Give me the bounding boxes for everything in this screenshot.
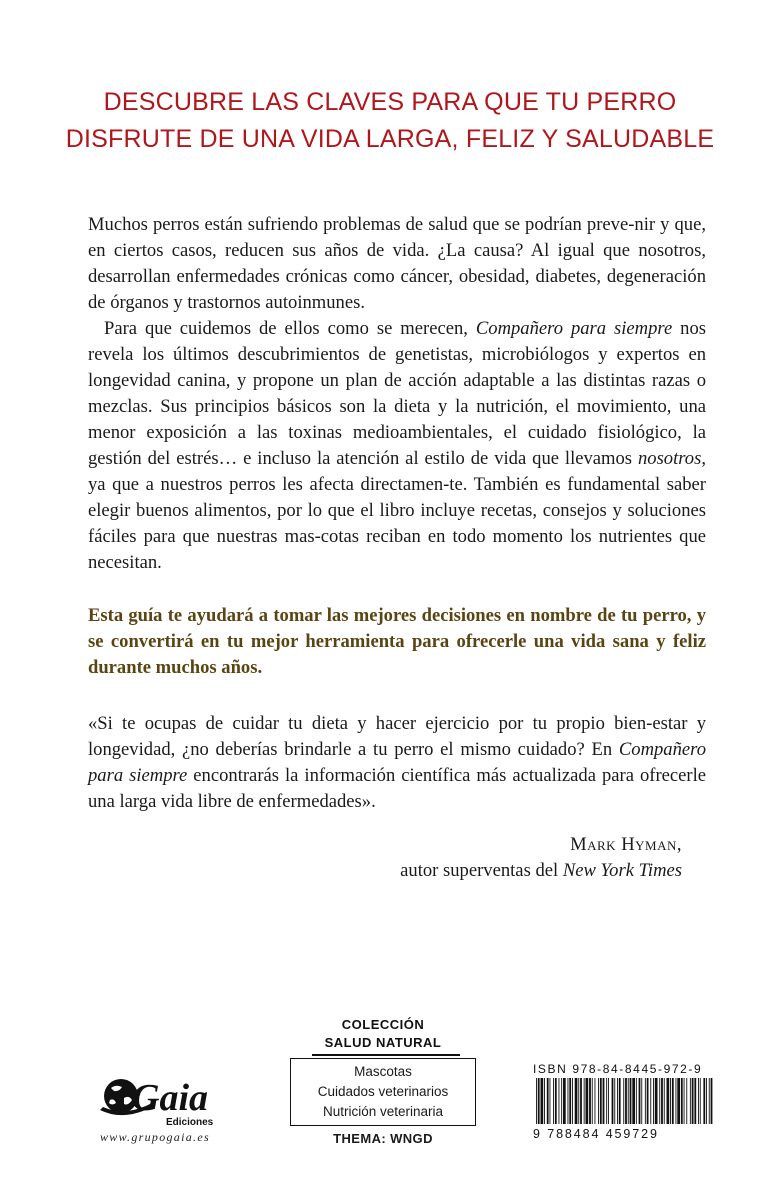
- barcode-bar: [639, 1078, 641, 1124]
- collection-heading: [290, 1016, 476, 1052]
- barcode-bar: [628, 1078, 629, 1124]
- barcode-bar: [572, 1078, 573, 1124]
- barcode-bar: [553, 1078, 554, 1124]
- collection-name: SALUD NATURAL: [324, 1035, 442, 1050]
- collection-divider: [312, 1054, 460, 1056]
- isbn-label: ISBN 978-84-8445-972-9: [533, 1062, 703, 1076]
- barcode-bar: [614, 1078, 615, 1124]
- headline-line-2: DISFRUTE DE UNA VIDA LARGA, FELIZ Y SALUDABLE: [65, 125, 715, 153]
- body-paragraph-1: Muchos perros están sufriendo problemas de salud que se podrían preve-nir y que, en ciertos casos, reducen sus años de vida. ¿La causa? Al igual que nosotros, desarrollan enfermedades crónicas como cáncer, obesidad, diabetes, degeneración de órganos y trastornos autoinmunes.: [88, 214, 706, 313]
- category-item: Cuidados veterinarios: [317, 1084, 449, 1099]
- barcode-bar: [653, 1078, 654, 1124]
- barcode-bar: [561, 1078, 562, 1124]
- author-role-text: autor superventas del: [400, 860, 563, 881]
- logo-wordmark: Gaia: [132, 1077, 208, 1119]
- p2-text-c: , ya que a nuestros perros les afecta directamen-te. También es fundamental saber elegir buenos alimentos, por lo que el libro incluye recetas, consejos y soluciones fáciles para que nuestras mas-cotas reciban en todo momento los nutrientes que necesitan.: [88, 448, 706, 573]
- thema-code: THEMA: WNGD: [333, 1131, 433, 1146]
- barcode-bar: [563, 1078, 566, 1124]
- author-name: Mark Hyman,: [570, 834, 682, 855]
- category-item: Mascotas: [354, 1064, 412, 1079]
- barcode-bar: [568, 1078, 569, 1124]
- barcode-bar: [555, 1078, 557, 1124]
- barcode-bar: [706, 1078, 707, 1124]
- barcode-bar: [647, 1078, 649, 1124]
- barcode-bar: [670, 1078, 671, 1124]
- barcode-bar: [632, 1078, 635, 1124]
- barcode-bar: [606, 1078, 607, 1124]
- p2-text-a: Para que cuidemos de ellos como se merecen,: [104, 318, 476, 339]
- barcode-bar: [703, 1078, 705, 1124]
- barcode-bar: [595, 1078, 596, 1124]
- barcode-bar: [536, 1078, 537, 1124]
- barcode-bar: [630, 1078, 632, 1124]
- barcode-bar: [586, 1078, 589, 1124]
- barcode-bar: [645, 1078, 646, 1124]
- barcode-bar: [619, 1078, 621, 1124]
- barcode-bar: [625, 1078, 627, 1124]
- barcode-bar: [608, 1078, 609, 1124]
- gaia-ediciones-logo: [94, 1070, 244, 1130]
- quote-attribution: [400, 832, 682, 884]
- barcode-bar: [580, 1078, 582, 1124]
- barcode-bar: [538, 1078, 540, 1124]
- barcode-bar: [569, 1078, 571, 1124]
- barcode-bar: [686, 1078, 687, 1124]
- publisher-website: www.grupogaia.es: [100, 1130, 210, 1144]
- barcode-bar: [547, 1078, 549, 1124]
- barcode-bar: [664, 1078, 665, 1124]
- barcode-bar: [661, 1078, 663, 1124]
- barcode-bar: [623, 1078, 624, 1124]
- barcode-bar: [612, 1078, 614, 1124]
- barcode-bar: [676, 1078, 677, 1124]
- collection-label: COLECCIÓN: [341, 1017, 425, 1032]
- barcode-bar: [617, 1078, 618, 1124]
- barcode-bar: [709, 1078, 710, 1124]
- barcode-bar: [672, 1078, 674, 1124]
- barcode-bar: [690, 1078, 691, 1124]
- book-title: Compañero para siempre: [475, 318, 673, 339]
- logo-subtitle: Ediciones: [166, 1117, 214, 1128]
- barcode-bar: [692, 1078, 694, 1124]
- barcode-bar: [698, 1078, 699, 1124]
- barcode-bar: [677, 1078, 680, 1124]
- barcode-bar: [603, 1078, 605, 1124]
- emphasis-nosotros: nosotros: [637, 448, 702, 469]
- barcode-bar: [592, 1078, 593, 1124]
- barcode-bar: [681, 1078, 683, 1124]
- endorsement-quote: [88, 711, 706, 815]
- category-box: [290, 1058, 476, 1126]
- barcode-bar: [541, 1078, 544, 1124]
- barcode-bar: [659, 1078, 660, 1124]
- barcode-bar: [559, 1078, 560, 1124]
- highlight-paragraph: Esta guía te ayudará a tomar las mejores decisiones en nombre de tu perro, y se convertirá en tu mejor herramienta para ofrecerle una vida sana y feliz durante muchos años.: [88, 605, 706, 678]
- headline-line-1: DESCUBRE LAS CLAVES PARA QUE TU PERRO: [103, 88, 677, 116]
- barcode-bar: [667, 1078, 670, 1124]
- barcode-bar: [650, 1078, 651, 1124]
- barcode-bar: [550, 1078, 551, 1124]
- barcode-bar: [711, 1078, 713, 1124]
- barcode-bar: [684, 1078, 685, 1124]
- quote-text-b: encontrarás la información científica más actualizada para ofrecerle una larga vida libre de enfermedades».: [88, 765, 707, 812]
- barcode-bar: [600, 1078, 602, 1124]
- quote-book-title: Compañero para siempre: [88, 739, 706, 786]
- back-cover-headline: [0, 84, 780, 158]
- barcode-bar: [636, 1078, 637, 1124]
- publication-name: New York Times: [562, 860, 682, 881]
- body-paragraph-2: [88, 316, 706, 576]
- barcode-bar: [700, 1078, 701, 1124]
- barcode-digits: 9 788484 459729: [533, 1127, 659, 1141]
- author-role: [400, 858, 682, 884]
- barcode-bar: [598, 1078, 599, 1124]
- category-item: Nutrición veterinaria: [322, 1104, 444, 1119]
- barcode-bar: [589, 1078, 591, 1124]
- quote-text-a: «Si te ocupas de cuidar tu dieta y hacer ejercicio por tu propio bien-estar y longevidad, ¿no deberías brindarle a tu perro el mismo cuidado? En: [88, 713, 706, 760]
- barcode: [534, 1078, 714, 1124]
- p2-text-b: nos revela los últimos descubrimientos de genetistas, microbiólogos y expertos en longevidad canina, y propone un plan de acción adaptable a las distintas razas o mezclas. Sus principios básicos son la dieta y la nutrición, el movimiento, una menor exposición a las toxinas medioambientales, el cuidado fisiológico, la gestión del estrés… e incluso la atención al estilo de vida que llevamos: [88, 318, 706, 469]
- barcode-bar: [694, 1078, 696, 1124]
- barcode-bar: [575, 1078, 578, 1124]
- barcode-bar: [578, 1078, 579, 1124]
- barcode-bar: [655, 1078, 658, 1124]
- barcode-bar: [641, 1078, 642, 1124]
- barcode-bar: [544, 1078, 545, 1124]
- barcode-bar: [584, 1078, 585, 1124]
